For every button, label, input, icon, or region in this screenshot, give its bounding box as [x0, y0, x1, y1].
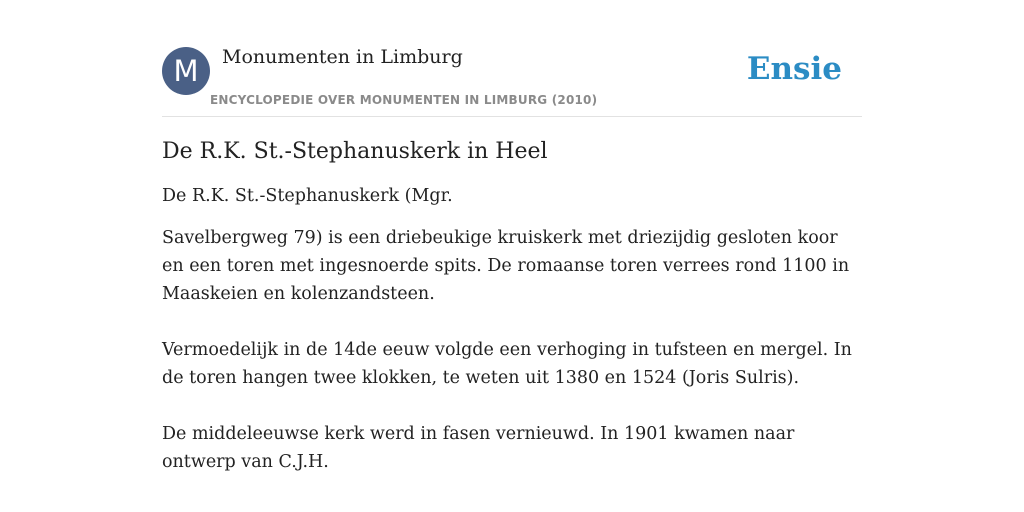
source-header	[162, 0, 862, 117]
article-title: De R.K. St.-Stephanuskerk in Heel	[162, 139, 548, 164]
article-paragraph-1: Savelbergweg 79) is een driebeukige kruiskerk met driezijdig gesloten koor en een toren met ingesnoerde spits. De romaanse toren verrees rond 1100 in Maaskeien en kolenzandsteen.	[162, 228, 850, 304]
source-subtitle: ENCYCLOPEDIE OVER MONUMENTEN IN LIMBURG (2010)	[210, 93, 598, 107]
source-title[interactable]: Monumenten in Limburg	[222, 46, 463, 68]
ensie-logo[interactable]: Ensie	[746, 51, 842, 87]
source-avatar[interactable]: M	[162, 47, 210, 95]
article	[162, 139, 862, 504]
article-paragraph-3: De middeleeuwse kerk werd in fasen vernieuwd. In 1901 kwamen naar ontwerp van C.J.H.	[162, 424, 795, 472]
article-lead: De R.K. St.-Stephanuskerk (Mgr.	[162, 186, 453, 206]
article-paragraph-2: Vermoedelijk in de 14de eeuw volgde een verhoging in tufsteen en mergel. In de toren hangen twee klokken, te weten uit 1380 en 1524 (Joris Sulris).	[162, 340, 852, 388]
